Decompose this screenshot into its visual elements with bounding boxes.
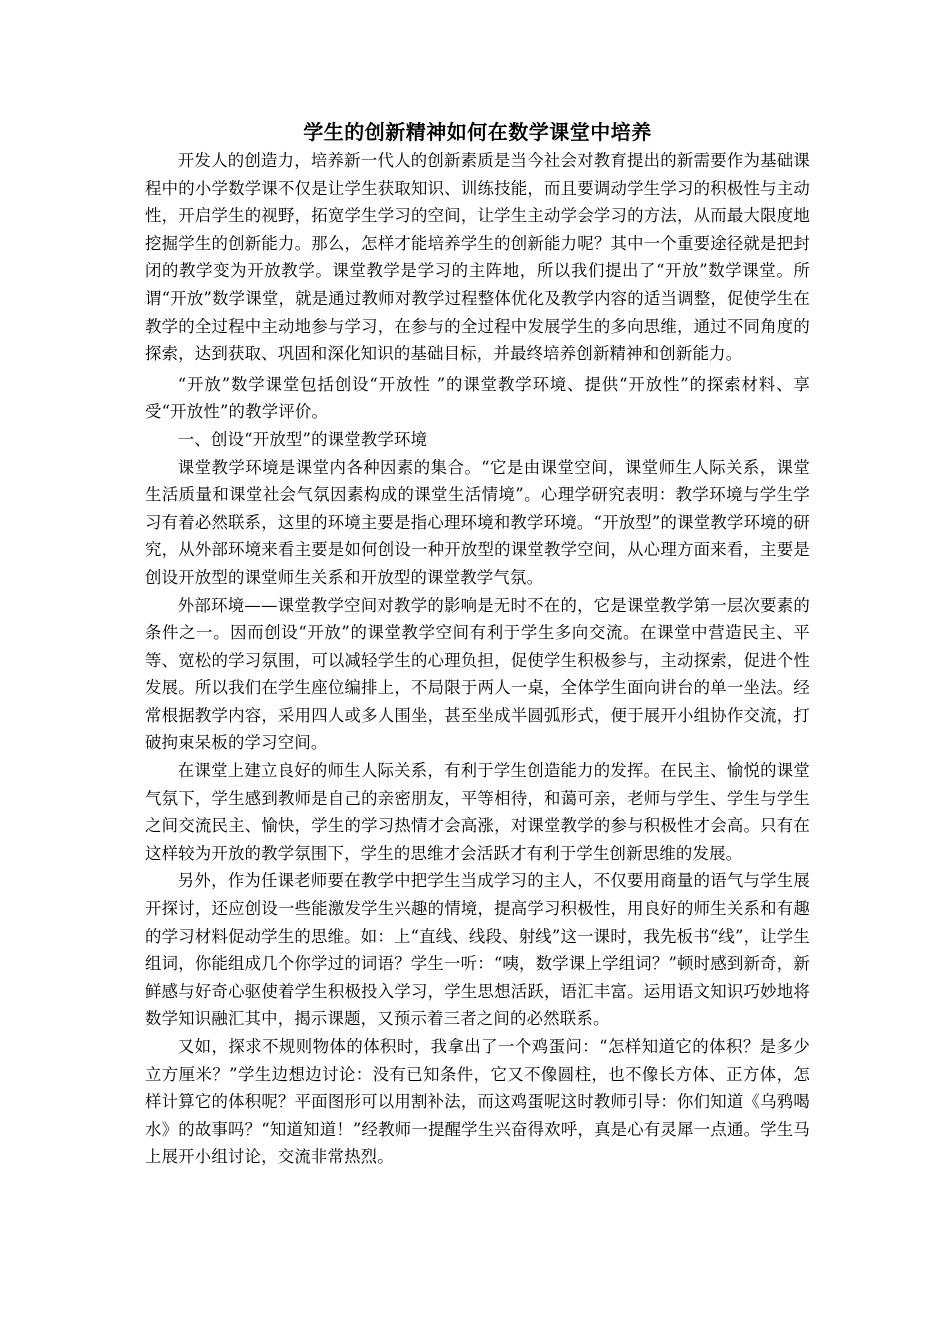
- paragraph-external-environment: 外部环境——课堂教学空间对教学的影响是无时不在的，它是课堂教学第一层次要素的条件之一。因而创设“开放”的课堂教学空间有利于学生多向交流。在课堂中营造民主、平等、宽松的学习氛围，可以减轻学生的心理负担，促使学生积极参与，主动探索，促进个性发展。所以我们在学生座位编排上，不局限于两人一桌，全体学生面向讲台的单一坐法。经常根据教学内容，采用四人或多人围坐，甚至坐成半圆弧形式，便于展开小组协作交流，打破拘束呆板的学习空间。: [145, 595, 810, 753]
- paragraph-lines-example: 另外，作为任课老师要在教学中把学生当成学习的主人，不仅要用商量的语气与学生展开探讨，还应创设一些能激发学生兴趣的情境，提高学习积极性，用良好的师生关系和有趣的学习材料促动学生的思维。如：上“直线、线段、射线”这一课时，我先板书“线”，让学生组词，你能组成几个你学过的词语？学生一听：“咦，数学课上学组词？”顿时感到新奇，新鲜感与好奇心驱使着学生积极投入学习，学生思想活跃，语汇丰富。运用语文知识巧妙地将数学知识融汇其中，揭示课题，又预示着三者之间的必然联系。: [145, 871, 810, 1029]
- document-page: [145, 118, 810, 1171]
- document-title: 学生的创新精神如何在数学课堂中培养: [303, 120, 652, 144]
- section-heading-1: 一、创设“开放型”的课堂教学环境: [177, 429, 428, 449]
- paragraph-intro: 开发人的创造力，培养新一代人的创新素质是当今社会对教育提出的新需要作为基础课程中的小学数学课不仅是让学生获取知识、训练技能，而且要调动学生学习的积极性与主动性，开启学生的视野，拓宽学生学习的空间，让学生主动学会学习的方法，从而最大限度地挖掘学生的创新能力。那么，怎样才能培养学生的创新能力呢？其中一个重要途径就是把封闭的教学变为开放教学。课堂教学是学习的主阵地，所以我们提出了“开放”数学课堂。所谓“开放”数学课堂，就是通过教师对教学过程整体优化及教学内容的适当调整，促使学生在教学的全过程中主动地参与学习，在参与的全过程中发展学生的多向思维，通过不同角度的探索，达到获取、巩固和深化知识的基础目标，并最终培养创新精神和创新能力。: [145, 151, 810, 364]
- paragraph-environment: 课堂教学环境是课堂内各种因素的集合。“它是由课堂空间，课堂师生人际关系，课堂生活质量和课堂社会气氛因素构成的课堂生活情境”。心理学研究表明：教学环境与学生学习有着必然联系，这里的环境主要是指心理环境和教学环境。“开放型”的课堂教学环境的研究，从外部环境来看主要是如何创设一种开放型的课堂教学空间，从心理方面来看，主要是创设开放型的课堂师生关系和开放型的课堂教学气氛。: [145, 457, 810, 587]
- paragraph-teacher-student-relations: 在课堂上建立良好的师生人际关系，有利于学生创造能力的发挥。在民主、愉悦的课堂气氛下，学生感到教师是自己的亲密朋友，平等相待，和蔼可亲，老师与学生、学生与学生之间交流民主、愉快，学生的学习热情才会高涨，对课堂教学的参与积极性才会高。只有在这样较为开放的教学氛围下，学生的思维才会活跃才有利于学生创新思维的发展。: [145, 761, 810, 863]
- paragraph-egg-volume-example: 又如，探求不规则物体的体积时，我拿出了一个鸡蛋问：“怎样知道它的体积？是多少立方厘米？”学生边想边讨论：没有已知条件，它又不像圆柱，也不像长方体、正方体，怎样计算它的体积呢？平面图形可以用割补法，而这鸡蛋呢这时教师引导：你们知道《乌鸦喝水》的故事吗？“知道知道！”经教师一提醒学生兴奋得欢呼，真是心有灵犀一点通。学生马上展开小组讨论，交流非常热烈。: [145, 1037, 810, 1167]
- paragraph-open-classroom-overview: “开放”数学课堂包括创设“开放性 ”的课堂教学环境、提供“开放性”的探索材料、享受“开放性”的教学评价。: [145, 374, 810, 422]
